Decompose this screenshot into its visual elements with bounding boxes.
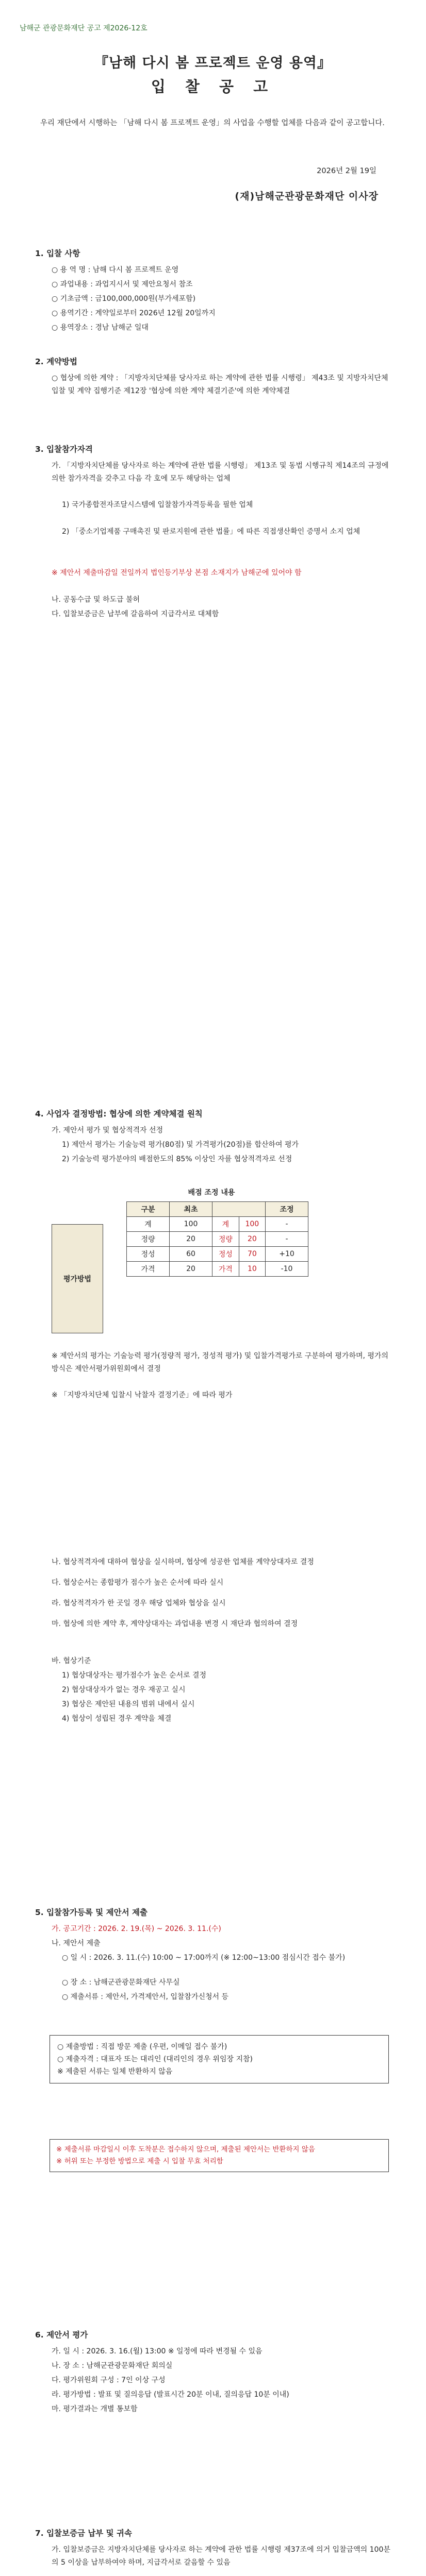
list-item: 마. 평가결과는 개별 통보함 bbox=[52, 2405, 138, 2413]
list-item: 바. 협상기준 bbox=[52, 1657, 91, 1665]
list-item: 라. 협상적격자가 한 곳일 경우 해당 업체와 협상을 실시 bbox=[52, 1599, 226, 1607]
list-item: 3) 협상은 제안된 내용의 범위 내에서 실시 bbox=[62, 1700, 195, 1708]
note-item: ※ 제안서 제출마감일 전일까지 법인등기부상 본점 소재지가 남해군에 있어야 함 bbox=[52, 569, 302, 577]
list-item: 나. 장 소 : 남해군관광문화재단 회의실 bbox=[52, 2362, 173, 2370]
table-cell: 정성 bbox=[212, 1247, 239, 1262]
list-item: 나. 공동수급 및 하도급 불허 bbox=[52, 596, 140, 604]
list-item: ○ 협상에 의한 계약 : 「지방자치단체를 당사자로 하는 계약에 관한 법률 시행령」 제43조 및 지방자치단체 입찰 및 계약 집행기준 제12장 '협상에 의한 계약 체결기준'에 의한 계약체결 bbox=[52, 374, 388, 395]
list-item: 4) 협상이 성립된 경우 계약을 체결 bbox=[62, 1715, 172, 1723]
list-item: ○ 용역장소 : 경남 남해군 일대 bbox=[52, 324, 149, 332]
list-item: 가. 제안서 평가 및 협상적격자 선정 bbox=[52, 1126, 163, 1134]
table-cell: 100 bbox=[170, 1217, 212, 1232]
table-cell: 정량 bbox=[212, 1232, 239, 1247]
table-cell: 60 bbox=[170, 1247, 212, 1262]
section-heading: 3. 입찰참가자격 bbox=[35, 445, 93, 454]
list-item: 다. 평가위원회 구성 : 7인 이상 구성 bbox=[52, 2376, 166, 2384]
list-item: 1) 제안서 평가는 기술능력 평가(80점) 및 가격평가(20점)를 합산하여 평가 bbox=[62, 1141, 299, 1149]
document-title: 『남해 다시 봄 프로젝트 운영 용역』 bbox=[94, 55, 332, 71]
table-cell: - bbox=[266, 1217, 308, 1232]
warning-line: ※ 제출서류 마감일시 이후 도착분은 접수하지 않으며, 제출된 제안서는 반환하지 않음 bbox=[56, 2145, 315, 2154]
table-cell: 100 bbox=[239, 1217, 265, 1232]
document-subtitle: 입 찰 공 고 bbox=[151, 78, 275, 95]
list-item: 2) 협상대상자가 없는 경우 재공고 실시 bbox=[62, 1686, 186, 1694]
table-cell: 정성 bbox=[127, 1247, 170, 1262]
table-cell: 가격 bbox=[127, 1262, 170, 1277]
table-cell: +10 bbox=[266, 1247, 308, 1262]
submission-info-box bbox=[50, 2035, 389, 2083]
list-item: ○ 과업내용 : 과업지시서 및 제안요청서 참조 bbox=[52, 280, 193, 289]
table-cell: 20 bbox=[170, 1232, 212, 1247]
intro-paragraph: 우리 재단에서 시행하는 「남해 다시 봄 프로젝트 운영」의 사업을 수행할 업체를 다음과 같이 공고합니다. bbox=[40, 119, 385, 127]
warning-line: ※ 허위 또는 부정한 방법으로 제출 시 입찰 무효 처리함 bbox=[56, 2157, 223, 2165]
box-line: ※ 제출된 서류는 일체 반환하지 않음 bbox=[57, 2067, 173, 2076]
section-heading: 1. 입찰 사항 bbox=[35, 249, 80, 258]
table-cell: - bbox=[266, 1232, 308, 1247]
list-item: 라. 평가방법 : 발표 및 질의응답 (발표시간 20분 이내, 질의응답 10분 이내) bbox=[52, 2391, 289, 2399]
table-row bbox=[127, 1262, 308, 1277]
table-title: 배점 조정 내용 bbox=[188, 1189, 235, 1197]
table-header-row bbox=[127, 1202, 308, 1217]
box-line: ○ 제출자격 : 대표자 또는 대리인 (대리인의 경우 위임장 지참) bbox=[57, 2055, 253, 2063]
note-item: ※ 제안서의 평가는 기술능력 평가(정량적 평가, 정성적 평가) 및 입찰가격평가로 구분하여 평가하며, 평가의 방식은 제안서평가위원회에서 결정 bbox=[52, 1352, 388, 1373]
list-item: 1) 협상대상자는 평가점수가 높은 순서로 결정 bbox=[62, 1671, 207, 1680]
section-heading: 7. 입찰보증금 납부 및 귀속 bbox=[35, 2529, 132, 2538]
list-item: 1) 국가종합전자조달시스템에 입찰참가자격등록을 필한 업체 bbox=[62, 501, 253, 509]
score-table bbox=[126, 1201, 308, 1277]
list-item: ○ 제출서류 : 제안서, 가격제안서, 입찰참가신청서 등 bbox=[62, 1993, 229, 2001]
list-item: ○ 용역기간 : 계약일로부터 2026년 12월 20일까지 bbox=[52, 309, 216, 317]
section-heading: 2. 계약방법 bbox=[35, 357, 77, 366]
table-cell: 70 bbox=[239, 1247, 265, 1262]
table-cell: 계 bbox=[212, 1217, 239, 1232]
table-cell: -10 bbox=[266, 1262, 308, 1277]
table-header-cell: 최초 bbox=[170, 1202, 212, 1217]
table-cell: 정량 bbox=[127, 1232, 170, 1247]
list-item: ○ 기초금액 : 금100,000,000원(부가세포함) bbox=[52, 295, 196, 303]
table-header-cell: 조정 bbox=[266, 1202, 308, 1217]
list-item: 가. 입찰보증금은 지방자치단체를 당사자로 하는 계약에 관한 법률 시행령 제37조에 의거 입찰금액의 100분의 5 이상을 납부하여야 하며, 지급각서로 갈음할 수 있음 bbox=[52, 2546, 390, 2567]
list-item: 2) 「중소기업제품 구매촉진 및 판로지원에 관한 법률」에 따른 직접생산확인 증명서 소지 업체 bbox=[62, 528, 361, 536]
table-cell: 10 bbox=[239, 1262, 265, 1277]
list-item: 다. 협상순서는 종합평가 점수가 높은 순서에 따라 실시 bbox=[52, 1579, 224, 1587]
table-row bbox=[127, 1247, 308, 1262]
list-item: 마. 협상에 의한 계약 후, 계약상대자는 과업내용 변경 시 재단과 협의하여 결정 bbox=[52, 1620, 298, 1628]
table-header-cell bbox=[212, 1202, 266, 1217]
list-item: 2) 기술능력 평가분야의 배점한도의 85% 이상인 자를 협상적격자로 선정 bbox=[62, 1155, 292, 1163]
list-item: 나. 제안서 제출 bbox=[52, 1939, 101, 1947]
list-item: ○ 용 역 명 : 남해 다시 봄 프로젝트 운영 bbox=[52, 266, 179, 274]
table-row bbox=[127, 1217, 308, 1232]
list-item: ○ 일 시 : 2026. 3. 11.(수) 10:00 ~ 17:00까지 (※ 12:00~13:00 점심시간 접수 불가) bbox=[62, 1954, 346, 1962]
warning-box bbox=[50, 2139, 389, 2172]
box-line: ○ 제출방법 : 직접 방문 제출 (우편, 이메일 접수 불가) bbox=[57, 2043, 227, 2051]
section-heading: 4. 사업자 결정방법: 협상에 의한 계약체결 원칙 bbox=[35, 1109, 203, 1118]
table-cell: 계 bbox=[127, 1217, 170, 1232]
list-item: 가. 일 시 : 2026. 3. 16.(월) 13:00 ※ 일정에 따라 변경될 수 있음 bbox=[52, 2347, 263, 2355]
table-cell: 20 bbox=[170, 1262, 212, 1277]
table-row bbox=[127, 1232, 308, 1247]
notice-number: 남해군 관광문화재단 공고 제2026-12호 bbox=[20, 24, 148, 32]
table-cell: 가격 bbox=[212, 1262, 239, 1277]
list-item: 다. 입찰보증금은 납부에 갈음하여 지급각서로 대체함 bbox=[52, 610, 219, 618]
list-item: 가. 「지방자치단체를 당사자로 하는 계약에 관한 법률 시행령」 제13조 및 동법 시행규칙 제14조의 규정에 의한 참가자격을 갖추고 다음 각 호에 모두 해당하는 업체 bbox=[52, 462, 389, 483]
list-item: ○ 장 소 : 남해군관광문화재단 사무실 bbox=[62, 1978, 180, 1987]
section-heading: 6. 제안서 평가 bbox=[35, 2330, 88, 2340]
table-header-cell: 구분 bbox=[127, 1202, 170, 1217]
issuer-signature: (재)남해군관광문화재단 이사장 bbox=[235, 191, 379, 202]
note-item: ※ 「지방자치단체 입찰시 낙찰자 결정기준」에 따라 평가 bbox=[52, 1391, 233, 1399]
list-item: 나. 협상적격자에 대하여 협상을 실시하며, 협상에 성공한 업체를 계약상대자로 결정 bbox=[52, 1558, 314, 1566]
section-heading: 5. 입찰참가등록 및 제안서 제출 bbox=[35, 1908, 148, 1917]
table-cell: 20 bbox=[239, 1232, 265, 1247]
evaluation-method-label: 평가방법 bbox=[52, 1224, 103, 1333]
notice-date: 2026년 2월 19일 bbox=[317, 167, 376, 175]
list-item: 가. 공고기간 : 2026. 2. 19.(목) ~ 2026. 3. 11.(수) bbox=[52, 1925, 221, 1933]
